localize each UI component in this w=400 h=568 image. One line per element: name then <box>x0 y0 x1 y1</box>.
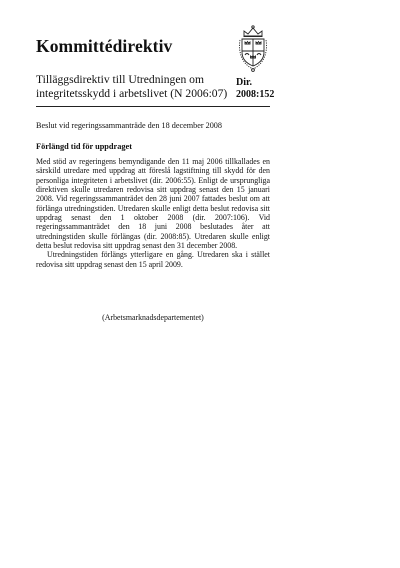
body-text <box>36 157 270 269</box>
body-paragraph: Med stöd av regeringens bemyndigande den 11 maj 2006 tillkallades en särskild utredare med uppdrag att föreslå lagstiftning till skydd för den personliga integriteten i arbetslivet (dir. 2006:55). Enligt de ursprungliga direktiven skulle utredaren redovisa sitt uppdrag senast den 15 januari 2008. Vid regeringssammanträdet den 28 juni 2007 fattades beslut om att förlänga utredningstiden. Utredaren skulle enligt detta beslut redovisa sitt uppdrag senast den 1 oktober 2008 (dir. 2007:106). Vid regeringssammanträdet den 18 juni 2008 beslutades åter att utredningstiden skulle förlängas (dir. 2008:85). Utredaren skulle enligt detta beslut redovisa sitt uppdrag senast den 31 december 2008. <box>36 157 270 251</box>
directive-number: 2008:152 <box>236 89 275 100</box>
body-paragraph: Utredningstiden förlängs ytterligare en gång. Utredaren ska i stället redovisa sitt uppdrag senast den 15 april 2009. <box>36 250 270 269</box>
coat-of-arms-icon <box>234 24 272 72</box>
department-name: (Arbetsmarknadsdepartementet) <box>102 313 204 322</box>
decision-line: Beslut vid regeringssammanträde den 18 december 2008 <box>36 121 222 130</box>
header-divider <box>36 106 270 107</box>
document-title: Kommittédirektiv <box>36 36 173 56</box>
directive-label: Dir. <box>236 77 253 88</box>
document-subtitle: Tilläggsdirektiv till Utredningen om integritetsskydd i arbetslivet (N 2006:07) <box>36 73 228 100</box>
section-heading: Förlängd tid för uppdraget <box>36 142 132 151</box>
